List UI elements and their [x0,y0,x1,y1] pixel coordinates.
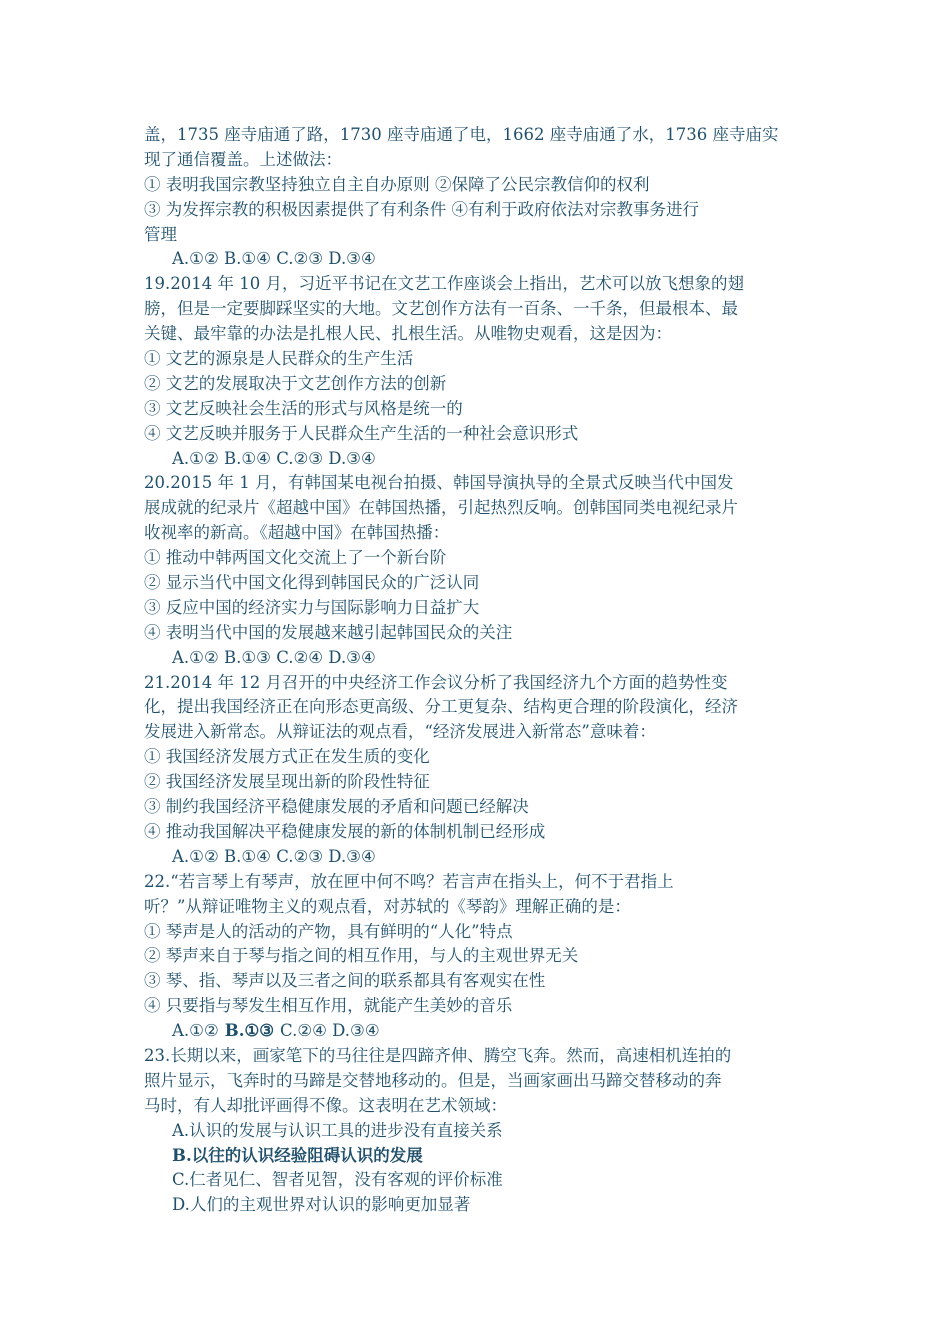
question-text-line: 膀，但是一定要脚踩坚实的大地。文艺创作方法有一百条、一千条，但最根本、最 [144,299,738,319]
question-text-line: 收视率的新高。《超越中国》在韩国热播： [144,523,450,543]
statement-line: ③ 文艺反映社会生活的形式与风格是统一的 [144,398,463,418]
option-a: A.认识的发展与认识工具的进步没有直接关系 [172,1120,503,1140]
exam-content [144,123,814,1218]
option-a: A.①② [172,1021,219,1041]
statement-line: ③ 琴、指、琴声以及三者之间的联系都具有客观实在性 [144,971,546,991]
question-text-line: 关键、最牢靠的办法是扎根人民、扎根生活。从唯物史观看，这是因为： [144,324,672,344]
statement-line: ④ 推动我国解决平稳健康发展的新的体制机制已经形成 [144,821,546,841]
statement-line: ① 文艺的源泉是人民群众的生产生活 [144,349,414,369]
answer-options [144,1019,814,1044]
statement-line: ① 我国经济发展方式正在发生质的变化 [144,747,430,767]
statement-line: ③ 反应中国的经济实力与国际影响力日益扩大 [144,597,480,617]
question-20 [144,471,814,670]
answer-options: A.①② B.①④ C.②③ D.③④ [172,846,376,866]
statement-line: ② 我国经济发展呈现出新的阶段性特征 [144,772,430,792]
option-c: C.仁者见仁、智者见智，没有客观的评价标准 [172,1170,503,1190]
statement-line: ③ 制约我国经济平稳健康发展的矛盾和问题已经解决 [144,797,529,817]
question-text-line: 化，提出我国经济正在向形态更高级、分工更复杂、结构更合理的阶段演化，经济 [144,697,738,717]
option-d: D.人们的主观世界对认识的影响更加显著 [172,1195,471,1215]
statement-line: ④ 表明当代中国的发展越来越引起韩国民众的关注 [144,622,513,642]
question-text-line: 展成就的纪录片《超越中国》在韩国热播，引起热烈反响。创韩国同类电视纪录片 [144,498,738,518]
question-23 [144,1044,814,1218]
option-c-d: C.②④ D.③④ [280,1021,380,1041]
question-18 [144,123,814,272]
question-text-line: 19.2014 年 10 月，习近平书记在文艺工作座谈会上指出，艺术可以放飞想象的翅 [144,274,744,294]
answer-options: A.①② B.①④ C.②③ D.③④ [172,448,376,468]
question-text-line: 20.2015 年 1 月，有韩国某电视台拍摄、韩国导演执导的全景式反映当代中国发 [144,473,734,493]
statement-line: ② 显示当代中国文化得到韩国民众的广泛认同 [144,573,480,593]
statement-line: ① 表明我国宗教坚持独立自主自办原则 ②保障了公民宗教信仰的权利 [144,174,650,194]
question-text-line: 23.长期以来，画家笔下的马往往是四蹄齐伸、腾空飞奔。然而，高速相机连拍的 [144,1045,732,1065]
question-text-line: 22.“若言琴上有琴声，放在匣中何不鸣？若言声在指头上，何不于君指上 [144,871,674,891]
statement-line: ④ 文艺反映并服务于人民群众生产生活的一种社会意识形式 [144,423,579,443]
answer-options: A.①② B.①④ C.②③ D.③④ [172,249,376,269]
question-text-line: 21.2014 年 12 月召开的中央经济工作会议分析了我国经济九个方面的趋势性变 [144,672,728,692]
statement-line: ② 文艺的发展取决于文艺创作方法的创新 [144,373,447,393]
statement-line: ① 琴声是人的活动的产物，具有鲜明的“人化”特点 [144,921,513,941]
statement-line: 管理 [144,224,177,244]
statement-line: ③ 为发挥宗教的积极因素提供了有利条件 ④有利于政府依法对宗教事务进行 [144,199,699,219]
question-text-line: 发展进入新常态。从辩证法的观点看，“经济发展进入新常态”意味着： [144,722,656,742]
question-text-line: 盖，1735 座寺庙通了路，1730 座寺庙通了电，1662 座寺庙通了水，1736 座寺庙实 [144,125,779,144]
statement-line: ② 琴声来自于琴与指之间的相互作用，与人的主观世界无关 [144,946,579,966]
statement-line: ① 推动中韩两国文化交流上了一个新台阶 [144,548,447,568]
question-text-line: 照片显示，飞奔时的马蹄是交替地移动的。但是，当画家画出马蹄交替移动的奔 [144,1070,722,1090]
option-b-answer: B.以往的认识经验阻碍认识的发展 [172,1145,423,1165]
statement-line: ④ 只要指与琴发生相互作用，就能产生美妙的音乐 [144,996,513,1016]
answer-options: A.①② B.①③ C.②④ D.③④ [172,647,376,667]
question-21 [144,671,814,870]
question-text-line: 现了通信覆盖。上述做法： [144,149,342,169]
question-text-line: 马时，有人却批评画得不像。这表明在艺术领域： [144,1095,507,1115]
option-b-answer: B.①③ [224,1021,275,1041]
question-text-line: 听？”从辩证唯物主义的观点看，对苏轼的《琴韵》理解正确的是： [144,896,631,916]
question-22 [144,870,814,1044]
question-19 [144,272,814,471]
